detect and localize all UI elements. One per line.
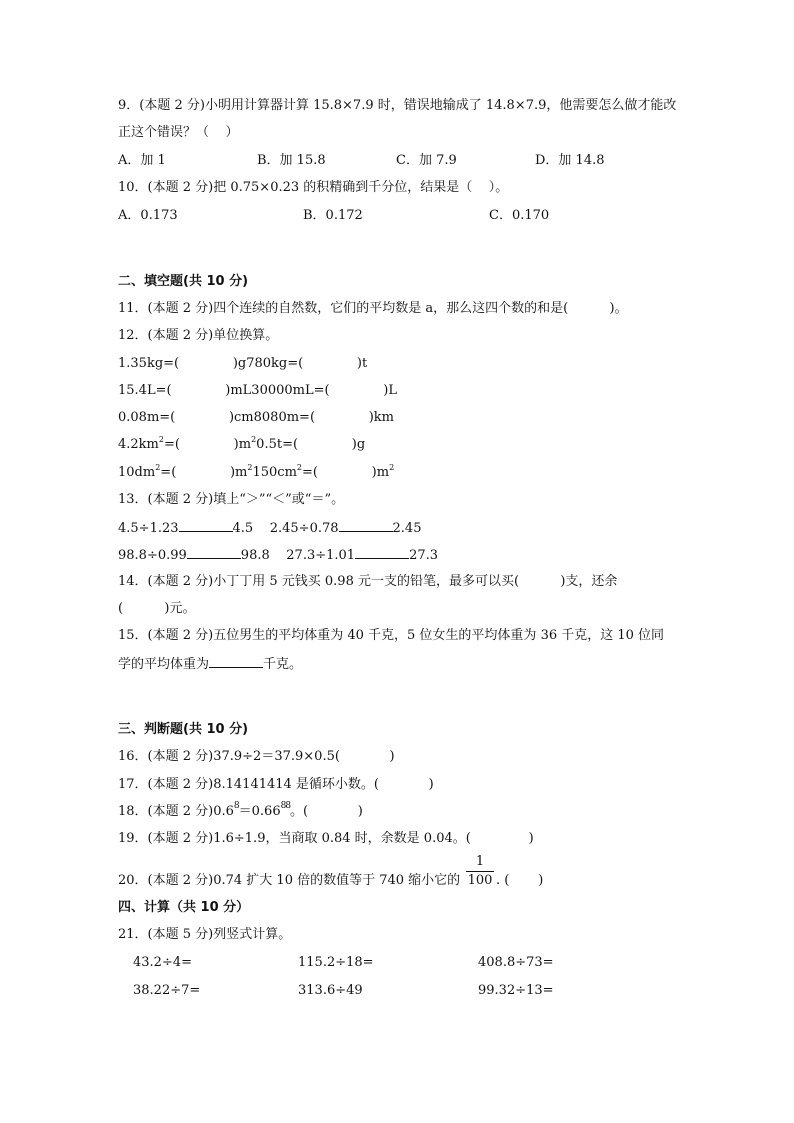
q12-row4: $4.2km^2=$( )$m^20.5t=$( )g xyxy=(118,435,366,452)
q12-row2: 15.4L=( )mL30000mL=( )L xyxy=(118,383,397,398)
q9-option-a: A．加 1 xyxy=(118,153,166,168)
q10-option-b: B．0.172 xyxy=(303,208,363,223)
q18-text: 18．(本题 2 分)$0.6^8=0.66^{88}$。( ) xyxy=(118,801,363,819)
q11-text: 11．(本题 2 分)四个连续的自然数，它们的平均数是 a，那么这四个数的和是( )。 xyxy=(118,301,628,316)
q13-row1: 4.5÷1.23 4.5 2.45÷0.78 2.45 xyxy=(118,521,422,536)
q9-option-b: B．加 15.8 xyxy=(257,153,326,168)
q20-post: . ( ) xyxy=(496,873,544,888)
q13-row2: 98.8÷0.99 98.8 27.3÷1.01 27.3 xyxy=(118,548,439,563)
calc-1: 43.2÷4= xyxy=(133,955,193,970)
q14-line1: 14．(本题 2 分)小丁丁用 5 元钱买 0.98 元一支的铅笔，最多可以买( )支，还余 xyxy=(118,574,618,589)
q19-text: 19．(本题 2 分)1.6÷1.9，当商取 0.84 时，余数是 0.04。( ) xyxy=(118,831,534,846)
q15-line2: 学的平均体重为 千克。 xyxy=(118,657,303,672)
q14-line2: ( )元。 xyxy=(118,601,196,616)
q10-text: 10．(本题 2 分)把 0.75×0.23 的积精确到千分位，结果是（ ）。 xyxy=(118,180,509,195)
q9-option-c: C．加 7.9 xyxy=(396,153,457,168)
q13-text: 13．(本题 2 分)填上“＞”“＜”或“＝”。 xyxy=(118,492,345,507)
calc-6: 99.32÷13= xyxy=(478,983,554,998)
q12-row3: 0.08m=( )cm8080m=( )km xyxy=(118,410,395,425)
q21-text: 21．(本题 5 分)列竖式计算。 xyxy=(118,927,292,942)
q15-line1: 15．(本题 2 分)五位男生的平均体重为 40 千克，5 位女生的平均体重为 36 千克，这 10 位同 xyxy=(118,628,665,643)
q9-line1: 9．(本题 2 分)小明用计算器计算 15.8×7.9 时，错误地输成了 14.8×7.9，他需要怎么做才能改 xyxy=(118,98,677,113)
fraction-one-hundredth: 1 100 xyxy=(467,854,493,888)
q12-text: 12．(本题 2 分)单位换算。 xyxy=(118,328,279,343)
q9-line2: 正这个错误？（ ） xyxy=(118,125,239,140)
q17-text: 17．(本题 2 分)8.14141414 是循环小数。( ) xyxy=(118,777,434,792)
calc-3: 408.8÷73= xyxy=(478,955,554,970)
q12-row1: 1.35kg=( )g780kg=( )t xyxy=(118,356,368,371)
section4-title: 四、计算（共 10 分） xyxy=(118,900,250,915)
repeating-dots: 88 xyxy=(280,801,291,811)
q20-text: 20．(本题 2 分)0.74 扩大 10 倍的数值等于 740 缩小它的 xyxy=(118,873,461,888)
q10-option-c: C．0.170 xyxy=(489,208,550,223)
q9-option-d: D．加 14.8 xyxy=(535,153,605,168)
calc-4: 38.22÷7= xyxy=(133,983,201,998)
calc-2: 115.2÷18= xyxy=(298,955,374,970)
section2-title: 二、填空题(共 10 分) xyxy=(118,274,249,289)
q12-row5: $10dm^2=$( )$m^2150cm^2=$( )$m^2$ xyxy=(118,463,395,480)
section3-title: 三、判断题(共 10 分) xyxy=(118,722,249,737)
q10-option-a: A．0.173 xyxy=(118,208,178,223)
calc-5: 313.6÷49 xyxy=(298,983,363,998)
q16-text: 16．(本题 2 分)37.9÷2＝37.9×0.5( ) xyxy=(118,749,395,764)
repeating-dot: 8 xyxy=(233,801,239,811)
